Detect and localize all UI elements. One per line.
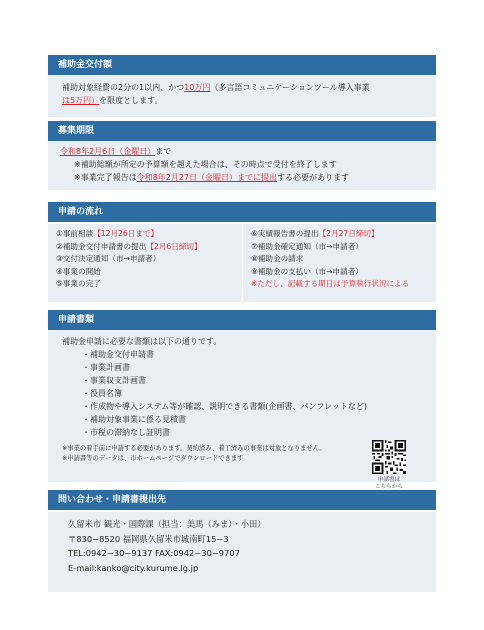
flow-body	[48, 224, 436, 302]
documents-body	[48, 330, 436, 490]
flow-left-column	[48, 224, 242, 302]
flow-right-column	[242, 224, 436, 302]
flow-step: ①事前相談【12月26日まで】	[56, 229, 159, 238]
document-item: ・事業計画書	[82, 363, 130, 372]
flow-header: 申請の流れ	[48, 202, 436, 222]
flow-section	[48, 202, 436, 302]
document-item: ・事業収支計画書	[82, 376, 146, 385]
period-body: 令和8年2月6日（金曜日）まで ※補助総額が所定の予算額を超えた場合は、その時点で受付を終了します ※事業完了報告は令和8年2月27日（金曜日）までに提出する必要があります	[48, 141, 436, 190]
subsidy-header: 補助金交付額	[48, 55, 436, 75]
documents-header: 申請書類	[48, 310, 436, 330]
contact-email[interactable]: E-mail:kanko@city.kurume.lg.jp	[68, 562, 199, 573]
flow-step: ⑦補助金確定通知（市→申請者）	[251, 241, 363, 251]
documents-note-timing: ※事業の着手前に申請する必要があります。契約済み、着工済みの事業は対象となりません。	[62, 445, 326, 452]
contact-org: 久留米市 観光・国際課（担当：美馬（みま）・小田）	[68, 519, 266, 529]
document-item: ・補助対象事業に係る見積書	[82, 415, 186, 424]
flow-step: ⑧補助金の請求	[251, 254, 304, 263]
flow-step: ②補助金交付申請書の提出【2月6日締切】	[56, 241, 202, 251]
document-item: ・補助金交付申請書	[82, 350, 154, 359]
document-item: ・市税の滞納なし証明書	[82, 428, 170, 437]
flow-step: ⑥実績報告書の提出【2月27日締切】	[251, 229, 379, 238]
documents-note-download: ※申請書等のデータは、市ホームページでダウンロードできます	[62, 455, 244, 462]
contact-header: 問い合わせ・申請書提出先	[48, 490, 436, 510]
period-section	[48, 121, 436, 190]
period-note-budget: ※補助総額が所定の予算額を超えた場合は、その時点で受付を終了します	[74, 160, 337, 169]
qr-code-icon[interactable]	[372, 440, 406, 474]
period-header: 募集期限	[48, 121, 436, 141]
documents-section	[48, 310, 436, 490]
period-note-report: ※事業完了報告は令和8年2月27日（金曜日）までに提出する必要があります	[74, 173, 350, 182]
contact-body	[48, 512, 436, 592]
deadline-date: 令和8年2月6日（金曜日）	[60, 147, 156, 156]
document-item: ・役員名簿	[82, 389, 122, 398]
flow-step: ③交付決定通知（市→申請者）	[56, 254, 161, 263]
subsidy-section	[48, 55, 436, 117]
subsidy-amount: 10万円	[184, 83, 211, 92]
flow-step: ⑤事業の完了	[56, 279, 101, 288]
contact-address: 〒830−8520 福岡県久留米市城南町15−3	[68, 533, 229, 544]
contact-phone[interactable]: TEL:0942−30−9137 FAX:0942−30−9707	[68, 548, 240, 558]
qr-caption: 申請書は こちらから	[375, 477, 403, 490]
flow-step: ④事業の開始	[56, 266, 101, 276]
subsidy-body: 補助対象経費の2分の1以内、かつ10万円（多言語コミュニケーションツール導入事業 は5万円）を限度とします。	[48, 75, 436, 117]
flow-note: ※ただし、記載する期日は予算執行状況による	[251, 279, 410, 288]
flow-step: ⑨補助金の支払い（市→申請者）	[251, 266, 363, 276]
document-item: ・作成物や導入システム等が確認、説明できる書類(企画書、パンフレットなど)	[82, 402, 368, 411]
contact-section	[48, 490, 436, 592]
subsidy-amount-multilingual: は5万円）	[62, 96, 100, 105]
documents-intro: 補助金申請に必要な書類は以下の通りです。	[62, 337, 222, 346]
